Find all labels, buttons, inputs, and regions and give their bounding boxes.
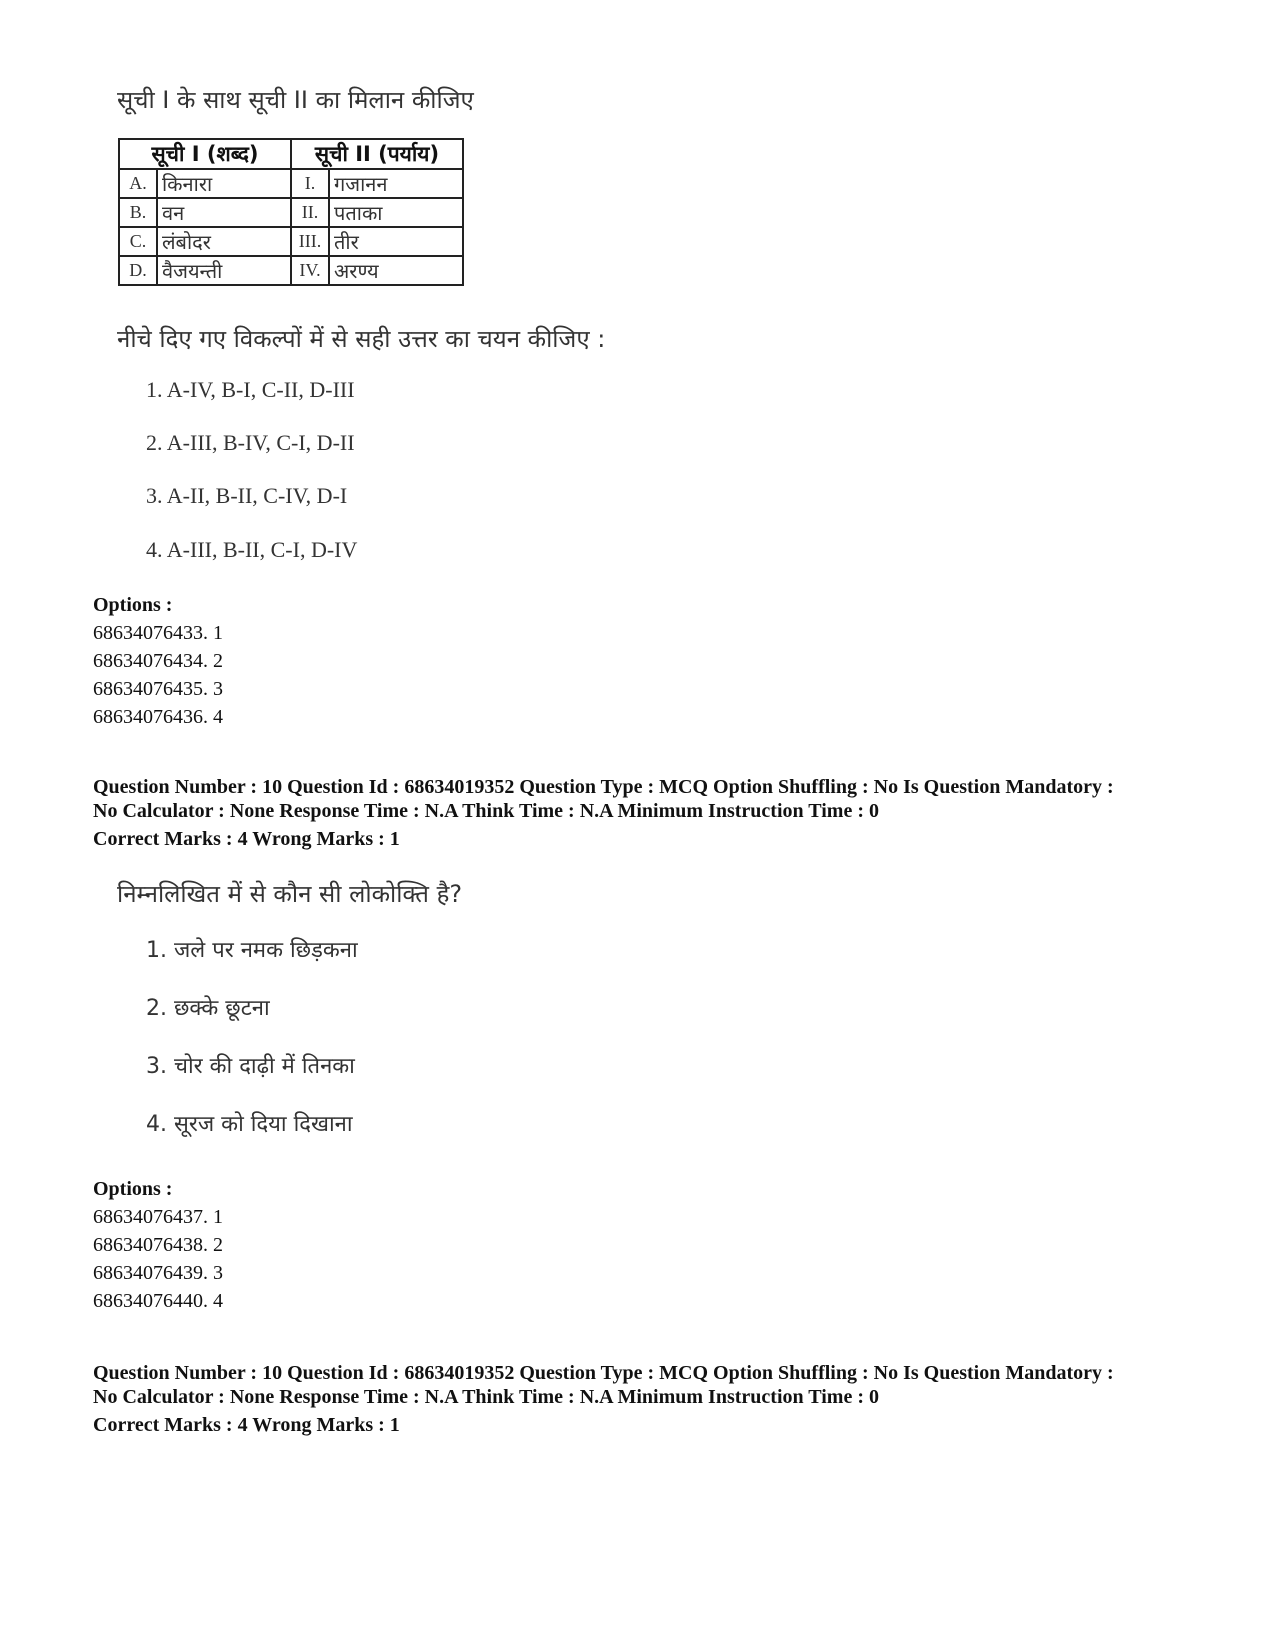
answer-choice-2: 2. A-III, B-IV, C-I, D-II (146, 430, 355, 455)
answer-choice-4: 4. सूरज को दिया दिखाना (146, 1112, 353, 1137)
row-label: A. (119, 169, 157, 198)
match-table (118, 138, 464, 286)
question-metadata (93, 775, 1193, 823)
row-label: III. (291, 227, 329, 256)
question-prompt: निम्नलिखित में से कौन सी लोकोक्ति है? (117, 880, 463, 908)
option-item: 68634076439. 3 (93, 1262, 223, 1284)
metadata-line-2: No Calculator : None Response Time : N.A Think Time : N.A Minimum Instruction Time : 0 (93, 1386, 879, 1408)
answer-choice-2: 2. छक्के छूटना (146, 996, 270, 1021)
row-label: IV. (291, 256, 329, 285)
row-label: B. (119, 198, 157, 227)
row-label: D. (119, 256, 157, 285)
option-item: 68634076434. 2 (93, 650, 223, 672)
row-value: अरण्य (329, 256, 463, 285)
table-row (119, 169, 463, 198)
row-value: पताका (329, 198, 463, 227)
table-row (119, 227, 463, 256)
row-value: किनारा (157, 169, 291, 198)
row-value: तीर (329, 227, 463, 256)
option-item: 68634076433. 1 (93, 622, 223, 644)
row-label: II. (291, 198, 329, 227)
answer-choice-1: 1. A-IV, B-I, C-II, D-III (146, 377, 355, 402)
metadata-line-1: Question Number : 10 Question Id : 68634019352 Question Type : MCQ Option Shuffling : No Is Question Mandatory : (93, 1362, 1114, 1384)
answer-choice-1: 1. जले पर नमक छिड़कना (146, 938, 358, 963)
option-item: 68634076436. 4 (93, 706, 223, 728)
answer-choice-3: 3. चोर की दाढ़ी में तिनका (146, 1054, 355, 1079)
row-label: I. (291, 169, 329, 198)
table-row (119, 256, 463, 285)
row-value: वन (157, 198, 291, 227)
question-metadata (93, 1361, 1193, 1409)
marks-line: Correct Marks : 4 Wrong Marks : 1 (93, 1414, 400, 1436)
answer-choice-3: 3. A-II, B-II, C-IV, D-I (146, 483, 348, 508)
option-item: 68634076437. 1 (93, 1206, 223, 1228)
table-row (119, 198, 463, 227)
row-label: C. (119, 227, 157, 256)
row-value: लंबोदर (157, 227, 291, 256)
table-header-list-1: सूची I (शब्द) (119, 139, 291, 169)
marks-line: Correct Marks : 4 Wrong Marks : 1 (93, 828, 400, 850)
table-header-list-2: सूची II (पर्याय) (291, 139, 463, 169)
metadata-line-1: Question Number : 10 Question Id : 68634019352 Question Type : MCQ Option Shuffling : No Is Question Mandatory : (93, 776, 1114, 798)
options-heading: Options : (93, 594, 173, 616)
instruction-text: नीचे दिए गए विकल्पों में से सही उत्तर का चयन कीजिए : (117, 325, 606, 353)
metadata-line-2: No Calculator : None Response Time : N.A Think Time : N.A Minimum Instruction Time : 0 (93, 800, 879, 822)
options-heading: Options : (93, 1178, 173, 1200)
row-value: गजानन (329, 169, 463, 198)
answer-choice-4: 4. A-III, B-II, C-I, D-IV (146, 537, 358, 562)
option-item: 68634076438. 2 (93, 1234, 223, 1256)
question-prompt: सूची I के साथ सूची II का मिलान कीजिए (117, 86, 474, 114)
option-item: 68634076440. 4 (93, 1290, 223, 1312)
row-value: वैजयन्ती (157, 256, 291, 285)
option-item: 68634076435. 3 (93, 678, 223, 700)
